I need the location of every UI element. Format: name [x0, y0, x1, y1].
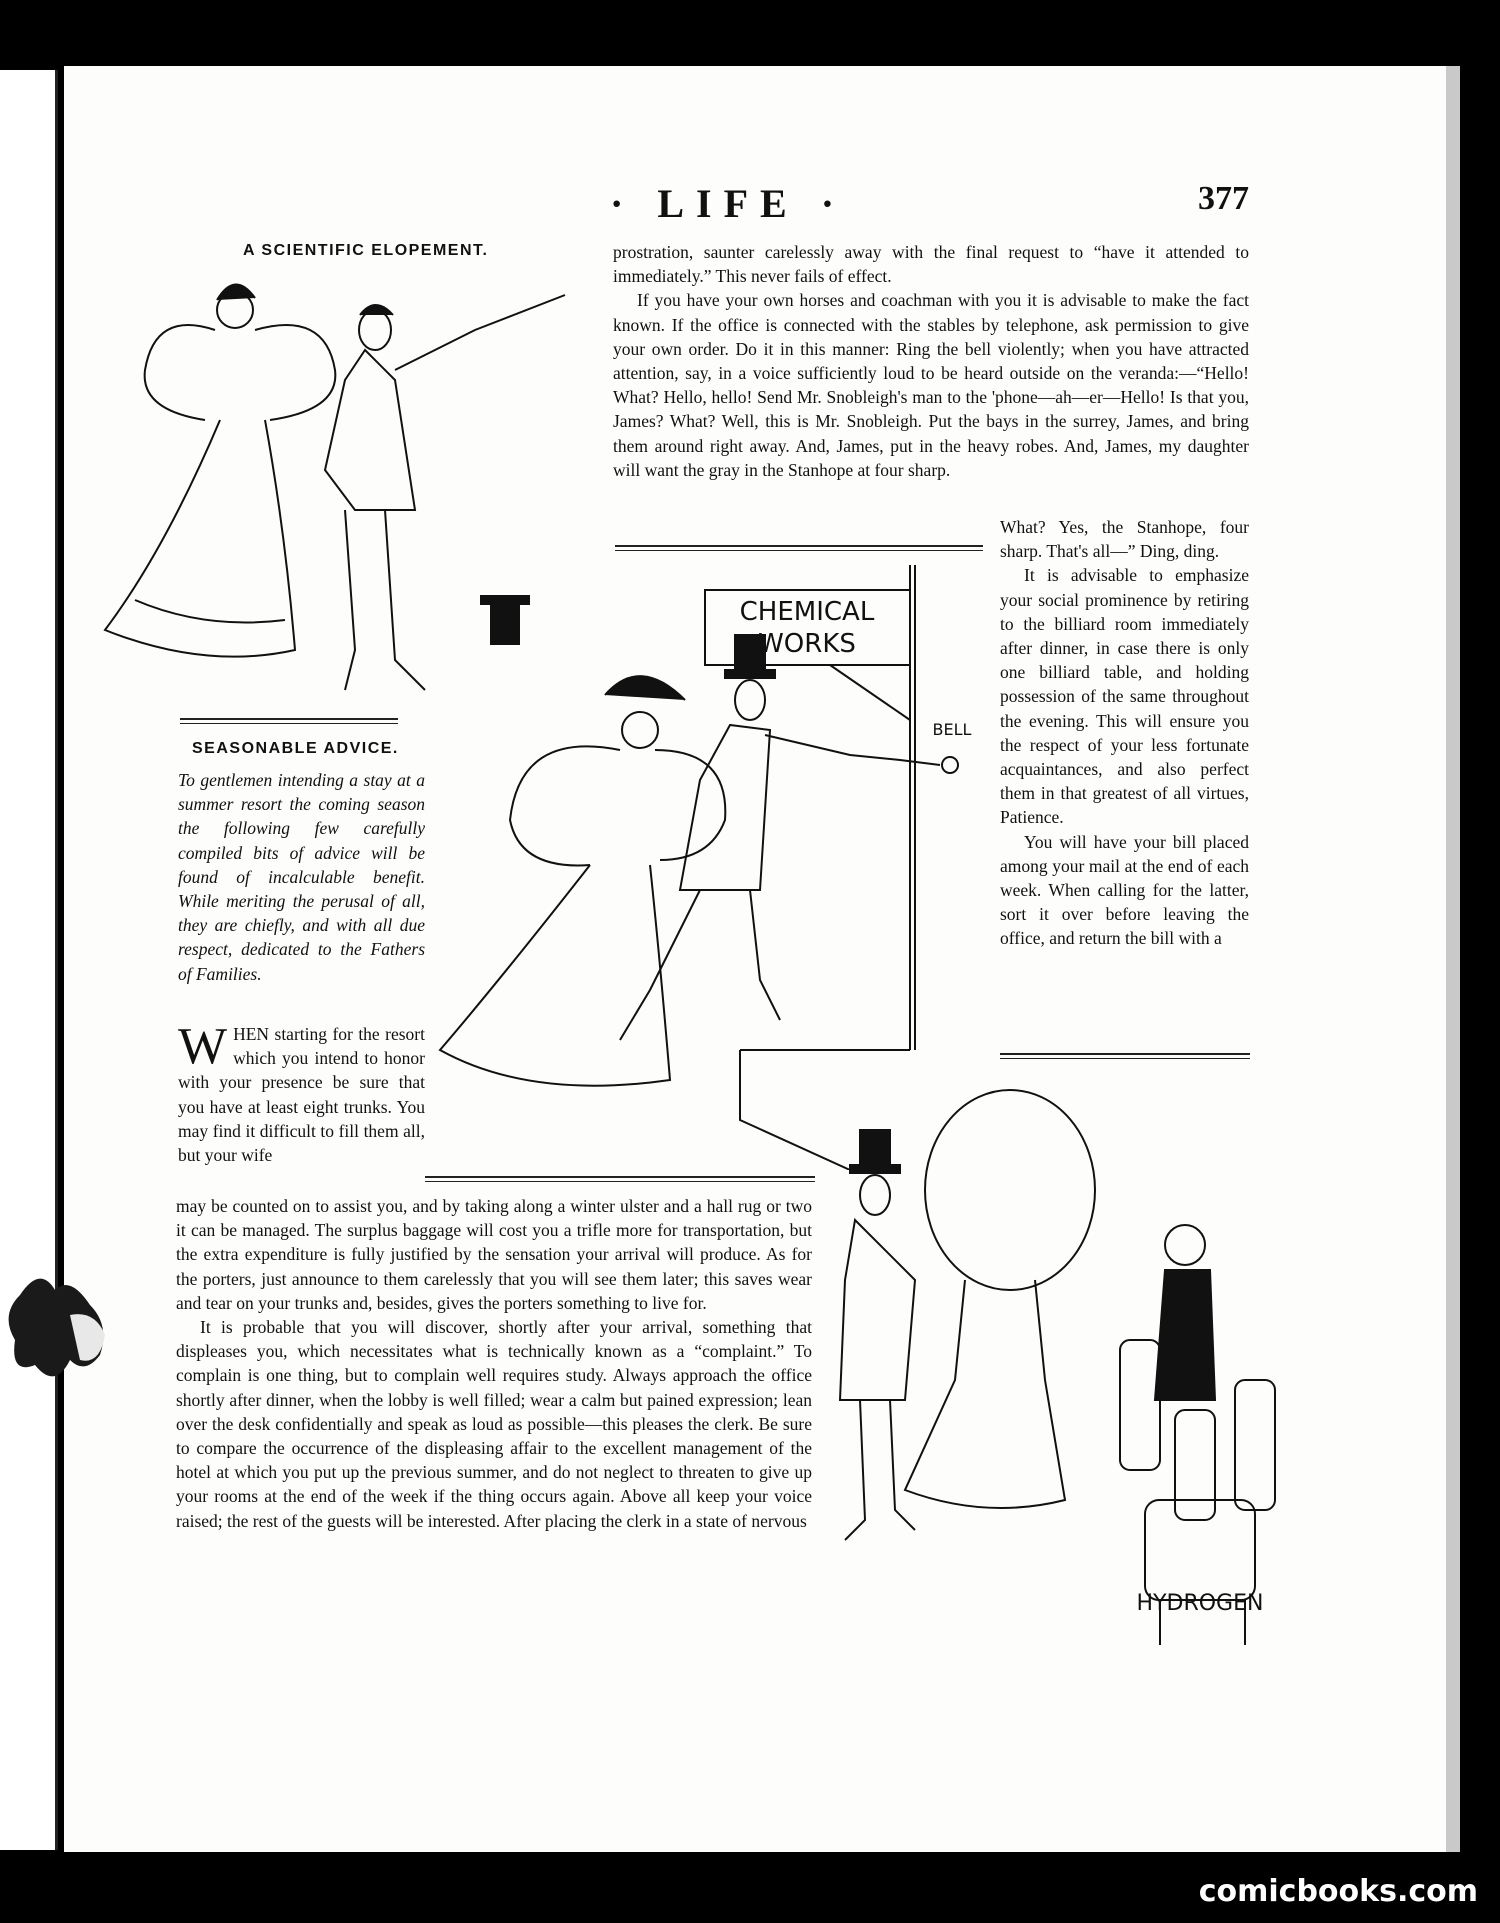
watermark: comicbooks.com: [1198, 1874, 1478, 1909]
page-number: 377: [1198, 180, 1249, 217]
column-rule-right: [1000, 1053, 1250, 1059]
page-stack-edge: [1446, 66, 1460, 1852]
advice-para1-left: [178, 1018, 425, 1167]
right-column-narrow: [1000, 515, 1249, 951]
drop-cap: W: [178, 1018, 228, 1075]
sign-text-works: WORKS: [758, 629, 856, 659]
page-gutter: [55, 70, 58, 1850]
para1-cont-text: may be counted on to assist you, and by taking along a winter ulster and a hall rug or two it can be managed. The surplus baggage will cost you a trifle more for transportation, but the extra expenditure is fully justified by the sensation your arrival will produce. As for the porters, just announce to them carelessly that you will see them later; this saves wear and tear on your trunks and, besides, gives the porters something to live for.: [176, 1196, 812, 1313]
column-rule: [615, 545, 983, 551]
para-b-cont-text: What? Yes, the Stanhope, four sharp. That's all—” Ding, ding.: [1000, 517, 1249, 562]
para-c-text: It is advisable to emphasize your social prominence by retiring to the billiard room immediately after dinner, in case there is only one billiard table, and holding possession of the same throughout the evening. This will ensure you the respect of your less fortunate acquaintances, and also perfect them in that greatest of all virtues, Patience.: [1000, 565, 1249, 828]
facing-page-edge: [0, 70, 58, 1850]
para-b-text: If you have your own horses and coachman with you it is advisable to make the fact known. If the office is connected with the stables by telephone, ask permission to give your own order. Do it in this manner: Ring the bell violently; when you have attracted attention, say, in a voice sufficiently loud to be heard outside on the veranda:—“Hello! What? Hello, hello! Send Mr. Snobleigh's man to the 'phone—ah—er—Hello! Is that you, James? What? Well, this is Mr. Snobleigh. Put the bays in the surrey, James, and bring them around right away. And, James, put in the heavy robes. And, James, my daughter will want the gray in the Stanhope at four sharp.: [613, 290, 1249, 480]
column-rule-lower: [425, 1176, 815, 1182]
para-a-text: prostration, saunter carelessly away with the final request to “have it attended to immediately.” This never fails of effect.: [613, 242, 1249, 287]
hydrogen-label: HYDROGEN: [1136, 1591, 1264, 1616]
right-column-top: [613, 240, 1249, 482]
advice-para1-cont: [176, 1194, 812, 1533]
bell-label: BELL: [932, 720, 972, 739]
advice-title: SEASONABLE ADVICE.: [192, 740, 399, 757]
para-d-text: You will have your bill placed among your mail at the end of each week. When calling for the latter, sort it over before leaving the office, and return the bill with a: [1000, 831, 1249, 949]
para2-text: It is probable that you will discover, shortly after your arrival, something that displeases you, which necessitates what is technically known as a “complaint.” To complain is one thing, but to complain well requires study. Always approach the office shortly after dinner, when the lobby is well filled; wear a calm but pained expression; lean over the desk confidentially and speak as loud as possible—this pleases the clerk. Be sure to compare the occurrence of the displeasing affair to the excellent management of the hotel at which you put up the previous summer, and do not neglect to threaten to give up your rooms at the end of the week if the thing occurs again. Above all keep your voice raised; the rest of the guests will be interested. After placing the clerk in a state of nervous: [176, 1317, 812, 1531]
chemical-works-illustration: [430, 560, 990, 1170]
section-rule: [180, 718, 398, 724]
elopement-title: A SCIENTIFIC ELOPEMENT.: [243, 242, 489, 259]
para1-left-text: HEN starting for the resort which you intend to honor with your presence be sure that you have at least eight trunks. You may find it difficult to fill them all, but your wife: [178, 1024, 425, 1166]
torn-paper-mark: [0, 1255, 140, 1405]
advice-dedication: To gentlemen intending a stay at a summer resort the coming season the following few carefully compiled bits of advice will be found of incalculable benefit. While meriting the perusal of all, they are chiefly, and with all due respect, dedicated to the Fathers of Families.: [178, 770, 425, 984]
sign-text-chemical: CHEMICAL: [739, 597, 875, 627]
hydrogen-illustration: [825, 1080, 1295, 1645]
masthead: · LIFE ·: [610, 181, 847, 226]
